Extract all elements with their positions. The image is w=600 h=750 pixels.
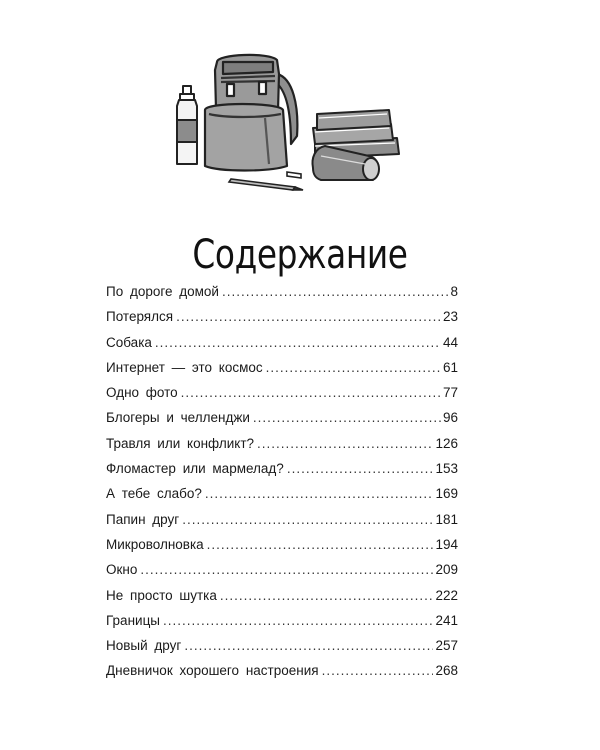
toc-entry: [106, 658, 458, 683]
toc-dot-leader: [207, 532, 434, 557]
toc-entry-title: Блогеры и челленджи: [106, 410, 250, 426]
toc-entry-page-number: 96: [442, 410, 458, 426]
toc-dot-leader: [163, 608, 433, 633]
toc-dot-leader: [155, 330, 441, 355]
toc-entry-page-number: 169: [435, 486, 458, 502]
toc-entry-page-number: 181: [435, 511, 458, 527]
toc-entry-title: Потерялся: [106, 309, 174, 325]
toc-entry: [106, 405, 458, 430]
toc-entry-title: Не просто шутка: [106, 587, 217, 603]
toc-entry-page-number: 126: [435, 435, 458, 451]
toc-entry-page-number: 268: [435, 663, 458, 679]
toc-dot-leader: [181, 380, 441, 405]
toc-entry-page-number: 194: [435, 536, 458, 552]
toc-dot-leader: [140, 557, 433, 582]
toc-entry: [106, 608, 458, 633]
toc-entry: [106, 557, 458, 582]
table-of-contents: [106, 279, 458, 684]
toc-entry-page-number: 8: [450, 284, 458, 299]
toc-dot-leader: [287, 456, 434, 481]
toc-entry: [106, 380, 458, 405]
toc-dot-leader: [205, 481, 434, 506]
toc-entry-page-number: 44: [442, 334, 458, 350]
toc-entry-title: Дневничок хорошего настроения: [106, 663, 319, 679]
toc-entry-title: Папин друг: [106, 511, 180, 527]
toc-entry: [106, 532, 458, 557]
toc-entry: [106, 507, 458, 532]
toc-entry-title: Фломастер или мармелад?: [106, 461, 284, 477]
toc-entry-page-number: 209: [435, 562, 458, 578]
toc-entry-page-number: 153: [435, 461, 458, 477]
toc-entry-title: По дороге домой: [106, 284, 219, 299]
toc-dot-leader: [257, 431, 433, 456]
toc-entry: [106, 355, 458, 380]
water-bottle-icon: [177, 86, 197, 164]
toc-entry-page-number: 241: [435, 612, 458, 628]
toc-dot-leader: [182, 507, 433, 532]
toc-entry-title: Травля или конфликт?: [106, 435, 255, 451]
toc-dot-leader: [266, 355, 441, 380]
school-supplies-illustration: [165, 48, 425, 198]
toc-entry-page-number: 77: [442, 385, 458, 401]
toc-entry-page-number: 61: [442, 359, 458, 375]
toc-entry-page-number: 222: [435, 587, 458, 603]
toc-dot-leader: [253, 405, 441, 430]
toc-entry: [106, 456, 458, 481]
toc-entry-title: А тебе слабо?: [106, 486, 202, 502]
toc-entry: [106, 633, 458, 658]
toc-entry-title: Микроволновка: [106, 536, 204, 552]
toc-dot-leader: [176, 304, 441, 329]
toc-entry-title: Границы: [106, 612, 160, 628]
toc-dot-leader: [222, 279, 449, 304]
toc-entry: [106, 583, 458, 608]
toc-dot-leader: [220, 583, 434, 608]
toc-entry: [106, 431, 458, 456]
toc-dot-leader: [322, 658, 434, 683]
toc-entry-page-number: 23: [442, 309, 458, 325]
toc-entry-title: Окно: [106, 562, 138, 578]
toc-entry-title: Новый друг: [106, 638, 182, 654]
toc-entry: [106, 330, 458, 355]
toc-entry-title: Собака: [106, 334, 152, 350]
toc-entry-title: Одно фото: [106, 385, 178, 401]
toc-entry: [106, 481, 458, 506]
page-title: Содержание: [192, 231, 408, 278]
toc-entry-page-number: 257: [435, 638, 458, 654]
toc-entry-title: Интернет — это космос: [106, 359, 263, 375]
toc-entry: [106, 304, 458, 329]
toc-entry: [106, 279, 458, 304]
pencil-icon: [229, 172, 303, 190]
toc-dot-leader: [184, 633, 433, 658]
backpack-icon: [205, 55, 297, 171]
